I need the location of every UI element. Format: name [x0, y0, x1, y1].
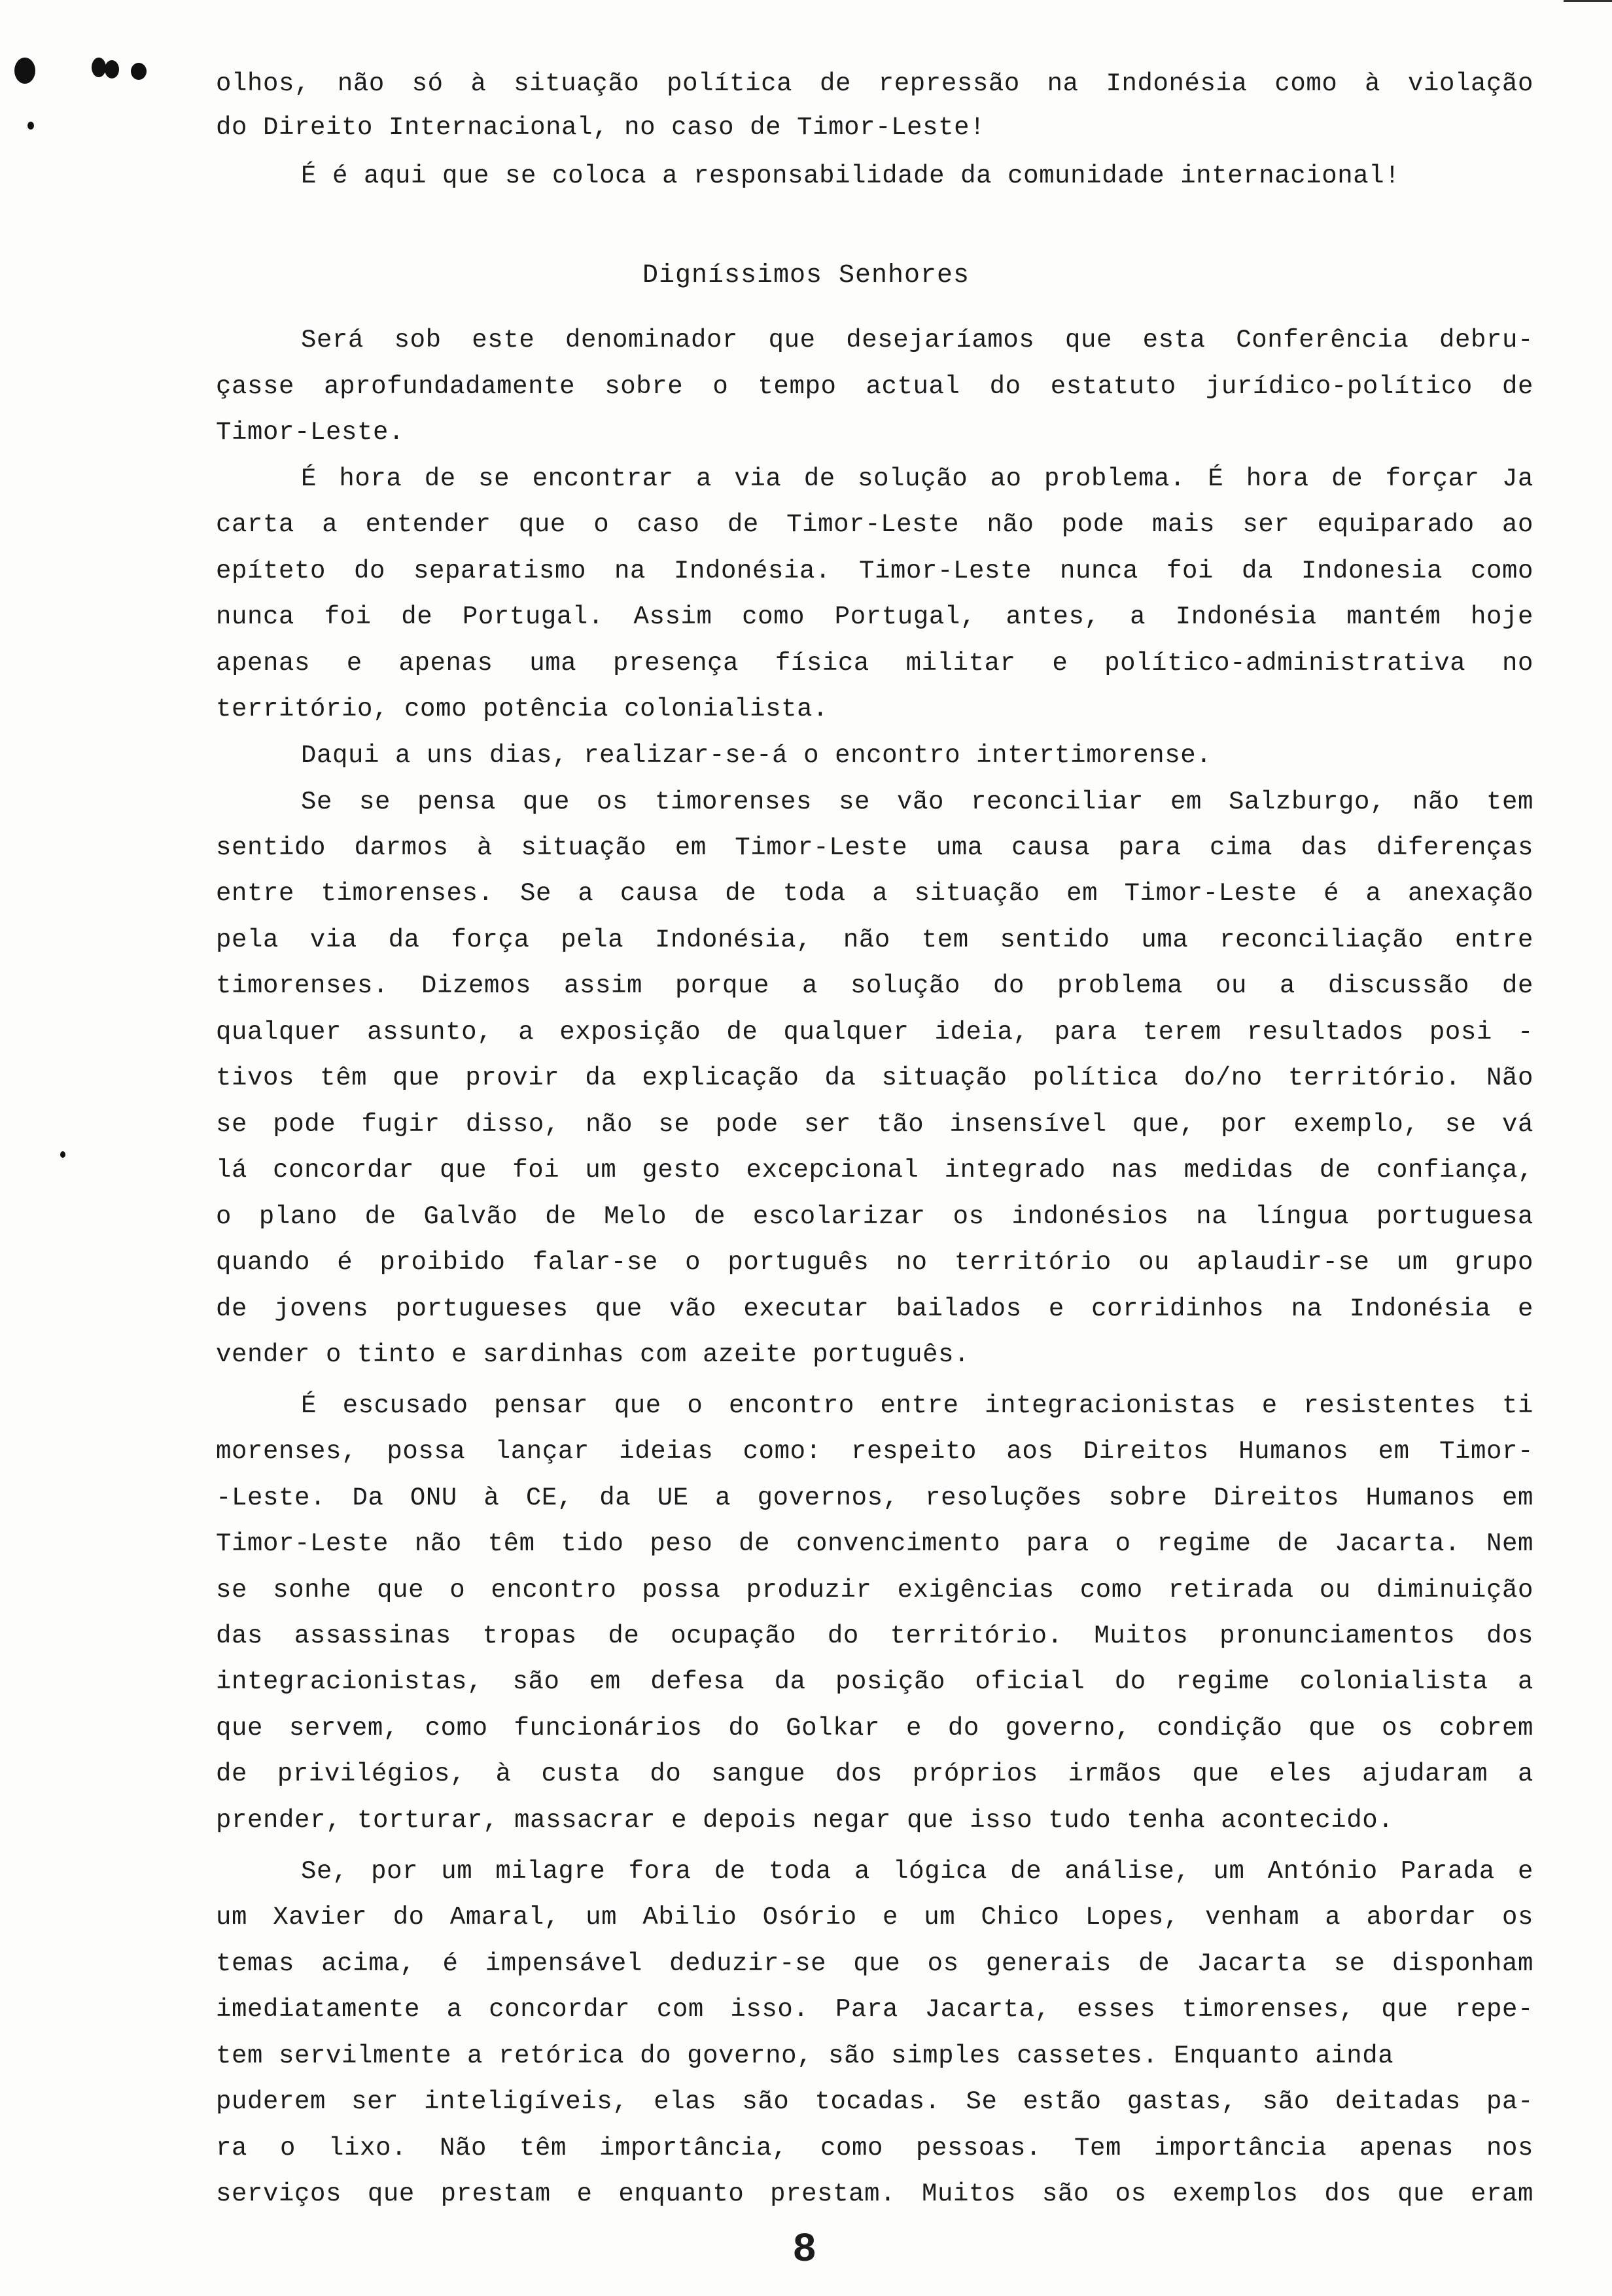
text-line: serviços que prestam e enquanto prestam. Muitos são os exemplos dos que eram: [216, 2180, 1533, 2208]
binder-hole-mark: [105, 60, 119, 78]
text-line: ra o lixo. Não têm importância, como pessoas. Tem importância apenas nos: [216, 2134, 1533, 2163]
text-line: sentido darmos à situação em Timor-Leste uma causa para cima das diferenças: [216, 833, 1533, 862]
binder-hole-mark: [60, 1151, 65, 1158]
text-line: pela via da força pela Indonésia, não tem sentido uma reconciliação entre: [216, 926, 1533, 954]
text-line: çasse aprofundadamente sobre o tempo actual do estatuto jurídico-político de: [216, 372, 1533, 401]
text-line: quando é proibido falar-se o português no território ou aplaudir-se um grupo: [216, 1248, 1533, 1277]
text-line: se pode fugir disso, não se pode ser tão insensível que, por exemplo, se vá: [216, 1110, 1533, 1139]
text-line: lá concordar que foi um gesto excepcional integrado nas medidas de confiança,: [216, 1156, 1533, 1185]
text-line: Daqui a uns dias, realizar-se-á o encontro intertimorense.: [301, 741, 1212, 770]
text-line: É hora de se encontrar a via de solução ao problema. É hora de forçar Ja: [301, 464, 1533, 493]
binder-hole-mark: [92, 58, 106, 77]
binder-hole-mark: [27, 122, 34, 130]
text-line: olhos, não só à situação política de repressão na Indonésia como à violação: [216, 69, 1533, 98]
binder-hole-mark: [131, 63, 147, 80]
text-line: temas acima, é impensável deduzir-se que os generais de Jacarta se disponham: [216, 1949, 1533, 1978]
text-line: qualquer assunto, a exposição de qualquer ideia, para terem resultados posi -: [216, 1018, 1533, 1047]
text-line: um Xavier do Amaral, um Abilio Osório e um Chico Lopes, venham a abordar os: [216, 1903, 1533, 1932]
text-line: entre timorenses. Se a causa de toda a situação em Timor-Leste é a anexação: [216, 879, 1533, 908]
text-line: integracionistas, são em defesa da posição oficial do regime colonialista a: [216, 1667, 1533, 1696]
text-line: tem servilmente a retórica do governo, são simples cassetes. Enquanto ainda: [216, 2042, 1394, 2070]
text-line: de jovens portugueses que vão executar bailados e corridinhos na Indonésia e: [216, 1295, 1533, 1323]
text-line: se sonhe que o encontro possa produzir exigências como retirada ou diminuição: [216, 1576, 1533, 1605]
text-line: É é aqui que se coloca a responsabilidade da comunidade internacional!: [301, 162, 1401, 190]
text-line: das assassinas tropas de ocupação do território. Muitos pronunciamentos dos: [216, 1622, 1533, 1650]
text-line: Se se pensa que os timorenses se vão reconciliar em Salzburgo, não tem: [301, 788, 1533, 816]
page-number: 8: [792, 2227, 817, 2273]
text-line: apenas e apenas uma presença física militar e político-administrativa no: [216, 649, 1533, 678]
text-line: vender o tinto e sardinhas com azeite português.: [216, 1340, 970, 1369]
edge-mark: [1564, 0, 1612, 2]
text-line: carta a entender que o caso de Timor-Leste não pode mais ser equiparado ao: [216, 510, 1533, 539]
text-line: território, como potência colonialista.: [216, 695, 829, 723]
text-line: Timor-Leste.: [216, 418, 405, 447]
text-line: do Direito Internacional, no caso de Timor-Leste!: [216, 113, 986, 142]
text-line: timorenses. Dizemos assim porque a solução do problema ou a discussão de: [216, 971, 1533, 1000]
text-line: nunca foi de Portugal. Assim como Portugal, antes, a Indonésia mantém hoje: [216, 602, 1533, 631]
text-line: morenses, possa lançar ideias como: respeito aos Direitos Humanos em Timor-: [216, 1437, 1533, 1466]
text-line: Será sob este denominador que desejaríamos que esta Conferência debru-: [301, 326, 1533, 355]
text-line: epíteto do separatismo na Indonésia. Timor-Leste nunca foi da Indonesia como: [216, 557, 1533, 585]
text-line: tivos têm que provir da explicação da situação política do/no território. Não: [216, 1064, 1533, 1092]
text-line: É escusado pensar que o encontro entre integracionistas e resistentes ti: [301, 1391, 1533, 1420]
text-line: Se, por um milagre fora de toda a lógica de análise, um António Parada e: [301, 1857, 1533, 1886]
text-line: -Leste. Da ONU à CE, da UE a governos, resoluções sobre Direitos Humanos em: [216, 1484, 1533, 1512]
text-line: Timor-Leste não têm tido peso de convencimento para o regime de Jacarta. Nem: [216, 1529, 1533, 1558]
text-line: o plano de Galvão de Melo de escolarizar os indonésios na língua portuguesa: [216, 1202, 1533, 1231]
binder-hole-mark: [14, 58, 35, 84]
text-line: que servem, como funcionários do Golkar e do governo, condição que os cobrem: [216, 1714, 1533, 1743]
text-line: imediatamente a concordar com isso. Para Jacarta, esses timorenses, que repe-: [216, 1995, 1533, 2024]
text-line: puderem ser inteligíveis, elas são tocadas. Se estão gastas, são deitadas pa-: [216, 2087, 1533, 2116]
text-line: de privilégios, à custa do sangue dos próprios irmãos que eles ajudaram a: [216, 1760, 1533, 1788]
text-line: prender, torturar, massacrar e depois negar que isso tudo tenha acontecido.: [216, 1806, 1394, 1835]
section-heading: Digníssimos Senhores: [642, 261, 970, 290]
